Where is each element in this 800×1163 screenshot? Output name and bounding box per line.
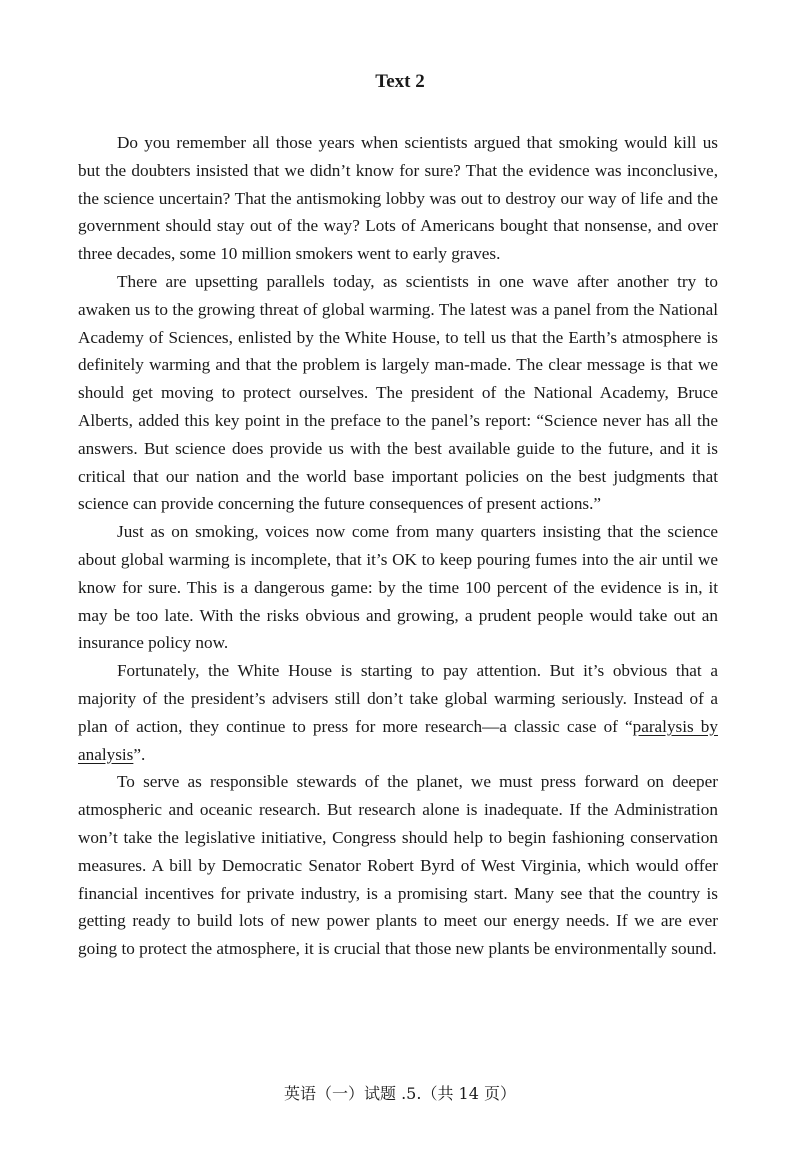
paragraph-2: There are upsetting parallels today, as scientists in one wave after another try to awaken us to the growing threat of global warming. The latest was a panel from the National Academy of Sciences, enlisted by the White House, to tell us that the Earth’s atmosphere is definitely warming and that the problem is largely man-made. The clear message is that we should get moving to protect ourselves. The president of the National Academy, Bruce Alberts, added this key point in the preface to the panel’s report: “Science never has all the answers. But science does provide us with the best available guide to the future, and it is critical that our nation and the world base important policies on the best judgments that science can provide concerning the future consequences of present actions.” xyxy=(78,271,718,514)
paragraph-4-text-after: ”. xyxy=(133,744,146,764)
paragraph-3: Just as on smoking, voices now come from many quarters insisting that the science about global warming is incomplete, that it’s OK to keep pouring fumes into the air until we know for sure. This is a dangerous game: by the time 100 percent of the evidence is in, it may be too late. With the risks obvious and growing, a prudent people would take out an insurance policy now. xyxy=(78,522,718,653)
text-title: Text 2 xyxy=(375,71,425,92)
page-footer: 英语（一）试题 .5.（共 14 页） xyxy=(284,1084,516,1103)
paragraph-5: To serve as responsible stewards of the planet, we must press forward on deeper atmospheric and oceanic research. But research alone is inadequate. If the Administration won’t take the legislative initiative, Congress should help to begin fashioning conservation measures. A bill by Democratic Senator Robert Byrd of West Virginia, which would offer financial incentives for private industry, is a promising start. Many see that the country is getting ready to build lots of new power plants to meet our energy needs. If we are ever going to protect the atmosphere, it is crucial that those new plants be environmentally sound. xyxy=(78,772,718,959)
underlined-phrase: paralysis by analysis xyxy=(78,716,718,764)
passage-body xyxy=(78,129,718,963)
paragraph-1: Do you remember all those years when scientists argued that smoking would kill us but the doubters insisted that we didn’t know for sure? That the evidence was inconclusive, the science uncertain? That the antismoking lobby was out to destroy our way of life and the government should stay out of the way? Lots of Americans bought that nonsense, and over three decades, some 10 million smokers went to early graves. xyxy=(78,133,718,264)
paragraph-4 xyxy=(78,657,718,768)
paragraph-4-text-before: Fortunately, the White House is starting to pay attention. But it’s obvious that a majority of the president’s advisers still don’t take global warming seriously. Instead of a plan of action, they continue to press for more research—a classic case of “ xyxy=(78,661,718,736)
